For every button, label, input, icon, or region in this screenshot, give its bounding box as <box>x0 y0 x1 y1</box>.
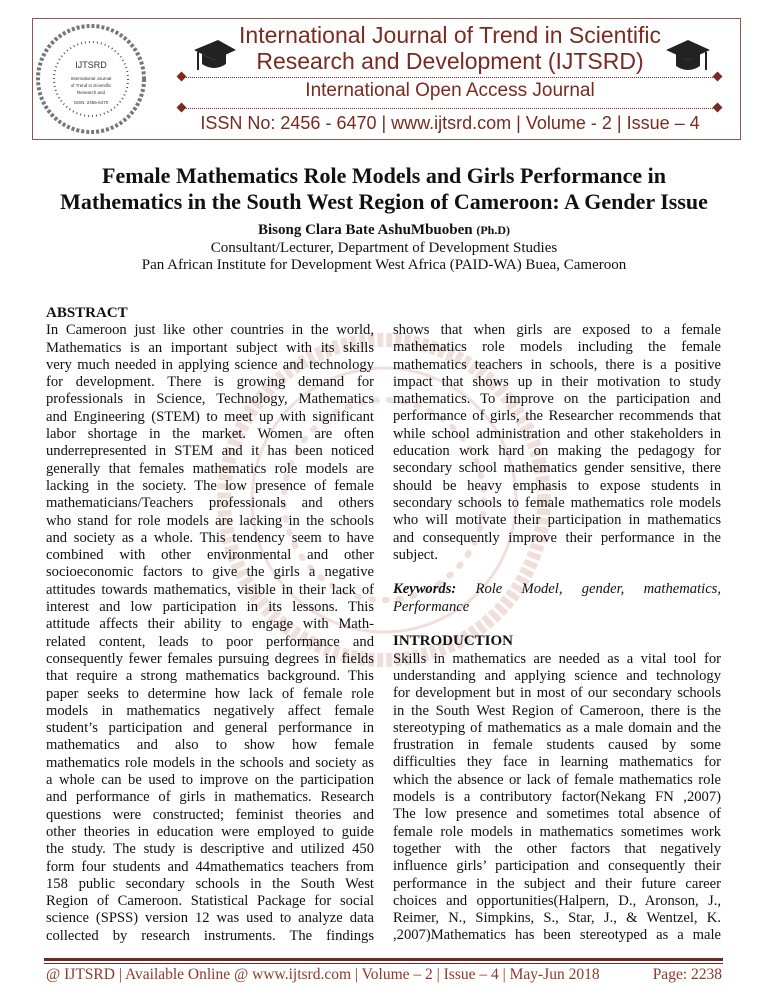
footer-citation: @ IJTSRD | Available Online @ www.ijtsrd.com | Volume – 2 | Issue – 4 | May-Jun 2018 <box>46 966 600 983</box>
text-line: Reimer, N., Simpkins, S., Star, J., & Wentzel, K. <box>393 910 721 927</box>
text-line: mathematicians/Teachers professionals and others <box>46 495 374 512</box>
text-line: and performance of girls in mathematics. Research <box>46 789 374 806</box>
text-line: female role models in mathematics sometimes work <box>393 823 721 840</box>
left-column <box>46 305 374 945</box>
keywords-label: Keywords: <box>393 581 457 598</box>
text-line: secondary school mathematics gender sensitive, there <box>393 460 721 477</box>
text-line: attitude affects their ability to engage with Math- <box>46 616 374 633</box>
text-line: Region of Cameroon. Statistical Package for social <box>46 893 374 910</box>
text-line: education work hard on making the pedagogy for <box>393 443 721 460</box>
right-column <box>393 322 721 945</box>
text-line: professionals in Science, Technology, Mathematics <box>46 391 374 408</box>
svg-text:IJTSRD: IJTSRD <box>75 60 107 70</box>
text-line: impact that shows up in their motivation to study <box>393 373 721 390</box>
introduction-heading: INTRODUCTION <box>393 633 514 650</box>
text-line: who will motivate their participation in mathematics <box>393 512 721 529</box>
text-line: generally that females mathematics role models are <box>46 460 374 477</box>
svg-text:International Journal: International Journal <box>70 76 112 81</box>
text-line: collected by research instruments. The findings <box>46 927 374 944</box>
text-line: that require a strong mathematics background. This <box>46 668 374 685</box>
text-line: student’s participation and general performance in <box>46 720 374 737</box>
text-line: performance of girls, the Researcher recommends that <box>393 408 721 425</box>
author-degree: (Ph.D) <box>476 223 511 237</box>
abstract-text <box>46 322 374 945</box>
text-line: stereotyping of mathematics as a male domain and the <box>393 719 721 736</box>
text-line: labor shortage in the market. Women are often <box>46 426 374 443</box>
keywords-value: Role Model, gender, mathematics, <box>475 581 721 598</box>
text-line: underrepresented in STEM and it has been noticed <box>46 443 374 460</box>
author-name: Bisong Clara Bate AshuMbuoben <box>257 222 473 238</box>
journal-title-line1: International Journal of Trend in Scientific <box>239 22 661 48</box>
svg-text:Research and: Research and <box>76 90 106 95</box>
text-line: form four students and 44mathematics teachers from <box>46 858 374 875</box>
paper-title-line1: Female Mathematics Role Models and Girls Performance in <box>102 163 666 188</box>
header-divider <box>182 108 717 109</box>
text-line: In Cameroon just like other countries in the world, <box>46 322 374 339</box>
text-line: secondary schools to female mathematics role models <box>393 494 721 511</box>
text-line: choices and opportunities(Halpern, D., Aronson, J., <box>393 892 721 909</box>
text-line: consequently fewer females pursuing degrees in fields <box>46 650 374 667</box>
text-line: paper seeks to determine how lack of female role <box>46 685 374 702</box>
text-line: for development but in most of our secondary schools <box>393 685 721 702</box>
text-line: mathematics role models including the female <box>393 339 721 356</box>
text-line: very much needed in applying science and technology <box>46 356 374 373</box>
footer-page-number: Page: 2238 <box>652 966 722 983</box>
text-line: frustration in female students caused by some <box>393 737 721 754</box>
text-line: socioeconomic factors to give the girls a negative <box>46 564 374 581</box>
svg-text:ISSN: 2456-6470: ISSN: 2456-6470 <box>73 100 109 105</box>
text-line: models is a contributory factor(Nekang FN ,2007) <box>393 789 721 806</box>
journal-logo-seal <box>34 22 148 136</box>
abstract-heading: ABSTRACT <box>46 305 128 321</box>
text-line: attitudes towards mathematics, visible in their lack of <box>46 581 374 598</box>
text-line: subject. <box>393 546 438 563</box>
text-line: questions were constructed; feminist theories and <box>46 806 374 823</box>
abstract-text-continued <box>393 322 721 564</box>
text-line: ,2007)Mathematics has been stereotyped as a male <box>393 927 721 944</box>
text-line: mathematics teachers in schools, there is a positive <box>393 356 721 373</box>
text-line: combined with other environmental and other <box>46 547 374 564</box>
text-line: other theories in education were employed to guide <box>46 823 374 840</box>
journal-title-line2: Research and Development (IJTSRD) <box>256 48 644 74</box>
text-line: models in mathematics negatively affect female <box>46 702 374 719</box>
text-line: who stand for role models are lacking in the schools <box>46 512 374 529</box>
paper-title-line2: Mathematics in the South West Region of Cameroon: A Gender Issue <box>60 189 708 214</box>
text-line: related content, leads to poor performance and <box>46 633 374 650</box>
text-line: shows that when girls are exposed to a female <box>393 322 721 338</box>
keywords-value-2: Performance <box>393 598 470 615</box>
text-line: while school administration and other stakeholders in <box>393 425 721 442</box>
text-line: understanding and applying science and technology <box>393 667 721 684</box>
header-divider <box>182 77 717 78</box>
text-line: together with the other factors that negatively <box>393 840 721 857</box>
keywords-line <box>393 581 721 598</box>
text-line: should be heavy emphasis to expose students in <box>393 477 721 494</box>
text-line: the study. The study is descriptive and utilized 450 <box>46 841 374 858</box>
text-line: Mathematics is an important subject with its skills <box>46 339 374 356</box>
text-line: The low presence and sometimes total absence of <box>393 806 721 823</box>
affiliation-2: Pan African Institute for Development West Africa (PAID-WA) Buea, Cameroon <box>141 257 627 273</box>
text-line: mathematics. To improve on the participation and <box>393 391 721 408</box>
text-line: a whole can be used to improve on the participation <box>46 772 374 789</box>
author <box>0 222 768 239</box>
open-access-label: International Open Access Journal <box>305 80 595 101</box>
issn-line: ISSN No: 2456 - 6470 | www.ijtsrd.com | Volume - 2 | Issue – 4 <box>200 113 700 133</box>
svg-text:of Trend in Scientific: of Trend in Scientific <box>70 83 112 88</box>
footer-rule <box>44 958 723 964</box>
affiliation-1: Consultant/Lecturer, Department of Development Studies <box>210 240 558 256</box>
text-line: science (SPSS) version 12 was used to analyze data <box>46 910 374 927</box>
text-line: mathematics and also to show how female <box>46 737 374 754</box>
text-line: and society as a whole. This tendency seem to have <box>46 529 374 546</box>
text-line: mathematics role models in the schools and society as <box>46 754 374 771</box>
text-line: for development. There is growing demand for <box>46 374 374 391</box>
introduction-text <box>393 651 721 945</box>
text-line: and consequently improve their performance in the <box>393 529 721 546</box>
text-line: which the absence or lack of female mathematics role <box>393 771 721 788</box>
text-line: 158 public secondary schools in the South West <box>46 875 374 892</box>
text-line: difficulties they face in learning mathematics for <box>393 754 721 771</box>
text-line: and Engineering (STEM) to meet up with significant <box>46 408 374 425</box>
text-line: influence girls’ participation and consequently their <box>393 858 721 875</box>
text-line: Skills in mathematics are needed as a vital tool for <box>393 650 721 667</box>
text-line: in the South West Region of Cameroon, there is the <box>393 702 721 719</box>
text-line: interest and low participation in its lessons. This <box>46 599 374 616</box>
text-line: performance in the subject and their future career <box>393 875 721 892</box>
text-line: lacking in the society. The low presence of female <box>46 477 374 494</box>
